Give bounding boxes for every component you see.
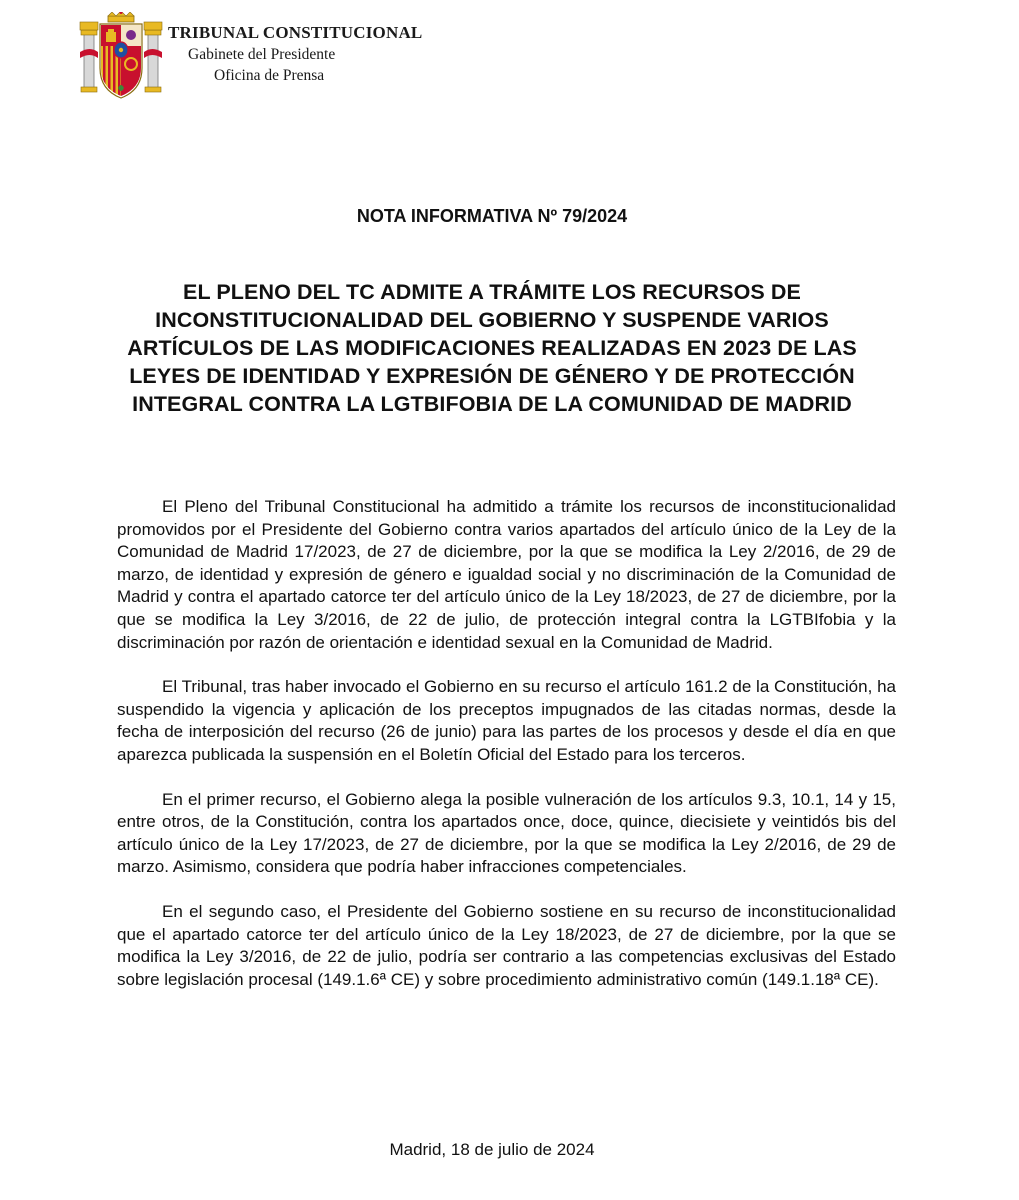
department-name: Gabinete del Presidente	[188, 46, 336, 63]
body-text	[117, 496, 896, 1013]
organization-name: TRIBUNAL CONSTITUCIONAL	[168, 23, 423, 42]
paragraph: En el primer recurso, el Gobierno alega la posible vulneración de los artículos 9.3, 10.1, 14 y 15, entre otros, de la Constitución, contra los apartados once, doce, quince, diecisiete y veintidós bis del artículo único de la Ley 17/2023, de 27 de diciembre, por la que se modifica la Ley 2/2016, de 29 de marzo. Asimismo, considera que podría haber infracciones competenciales.	[117, 789, 896, 877]
paragraph: El Pleno del Tribunal Constitucional ha admitido a trámite los recursos de inconstitucionalidad promovidos por el Presidente del Gobierno contra varios apartados del artículo único de la Ley de la Comunidad de Madrid 17/2023, de 27 de diciembre, por la que se modifica la Ley 2/2016, de 29 de marzo, de identidad y expresión de género e igualdad social y no discriminación de la Comunidad de Madrid y contra el apartado catorce ter del artículo único de la Ley 18/2023, de 27 de diciembre, por la que se modifica la Ley 3/2016, de 22 de julio, de protección integral contra la LGTBIfobia y la discriminación por razón de orientación e identidad sexual en la Comunidad de Madrid.	[117, 497, 896, 652]
paragraph: En el segundo caso, el Presidente del Gobierno sostiene en su recurso de inconstitucionalidad que el apartado catorce ter del artículo único de la Ley 18/2023, de 27 de diciembre, por la que se modifica la Ley 3/2016, de 22 de julio, podría ser contrario a las competencias exclusivas del Estado sobre legislación procesal (149.1.6ª CE) y sobre procedimiento administrativo común (149.1.18ª CE).	[117, 901, 896, 989]
coat-of-arms-icon	[78, 12, 164, 102]
letterhead	[168, 22, 468, 86]
note-number: NOTA INFORMATIVA Nº 79/2024	[356, 206, 628, 226]
paragraph: El Tribunal, tras haber invocado el Gobierno en su recurso el artículo 161.2 de la Constitución, ha suspendido la vigencia y aplicación de los preceptos impugnados de las citadas normas, desde la fecha de interposición del recurso (26 de junio) para las partes de los procesos y desde el día en que aparezca publicada la suspensión en el Boletín Oficial del Estado para los terceros.	[117, 677, 896, 764]
office-name: Oficina de Prensa	[214, 67, 325, 84]
headline: EL PLENO DEL TC ADMITE A TRÁMITE LOS RECURSOS DE INCONSTITUCIONALIDAD DEL GOBIERNO Y SUSPENDE VARIOS ARTÍCULOS DE LAS MODIFICACIONES REALIZADAS EN 2023 DE LAS LEYES DE IDENTIDAD Y EXPRESIÓN DE GÉNERO Y DE PROTECCIÓN INTEGRAL CONTRA LA LGTBIFOBIA DE LA COMUNIDAD DE MADRID	[127, 280, 857, 416]
place-date: Madrid, 18 de julio de 2024	[389, 1140, 595, 1159]
